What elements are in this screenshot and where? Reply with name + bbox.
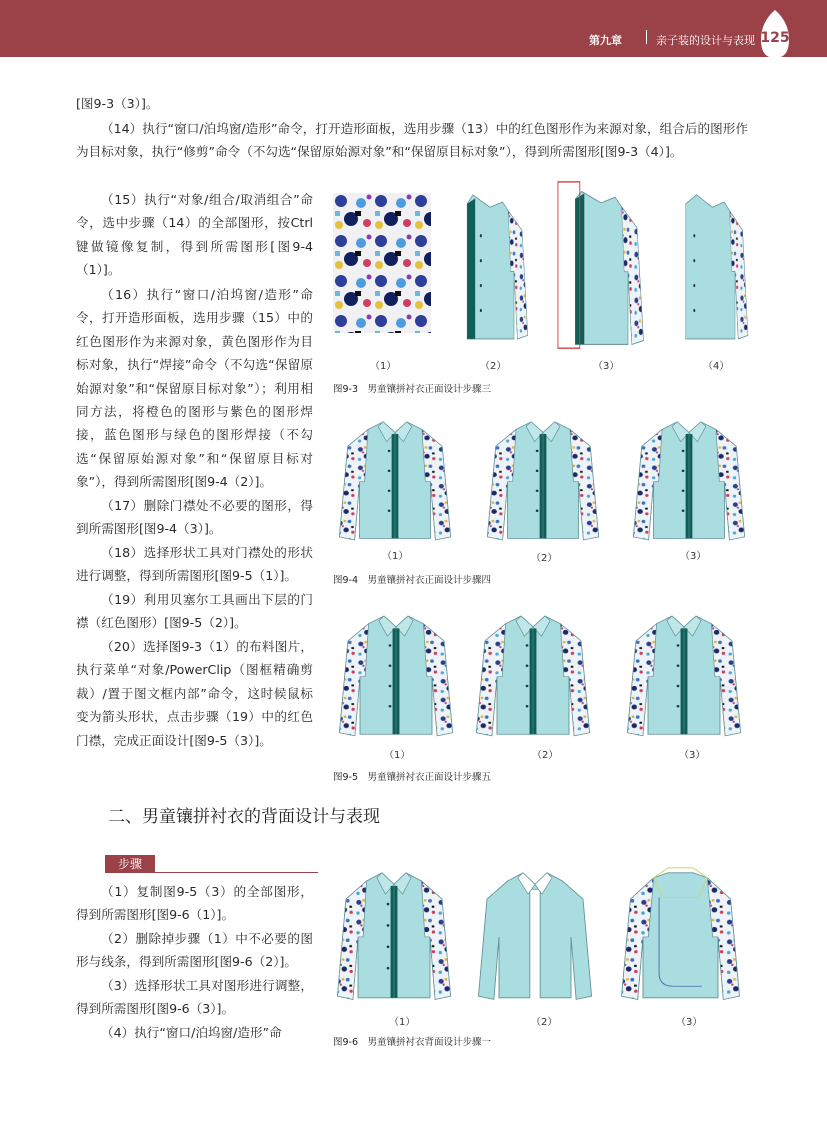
fig9-5-caption: 图9-5 男童镶拼衬衣正面设计步骤五 [333,772,492,783]
header-separator [646,30,647,44]
fig9-4-label-1: （1） [382,551,409,562]
paragraph-back-step-3: （3）选择形状工具对图形进行调整，得到所需图形[图9-6（3）]。 [76,978,313,1017]
fig9-3-label-1: （1） [370,361,397,372]
shirt-half-step-3 [556,180,646,352]
fig9-4-label-3: （3） [680,551,707,562]
fig9-5-label-2: （2） [532,750,559,761]
paragraph-step-15: （15）执行“对象/组合/取消组合”命令，选中步骤（14）的全部图形，按Ctrl键做镜像复制，得到所需图形[图9-4（1）]。 [76,192,313,278]
paragraph-step-16: （16）执行“窗口/泊坞窗/造形”命令，打开造形面板，选用步骤（15）中的红色图形作为来源对象，黄色图形作为目标对象，执行“焊接”命令（不勾选“保留原始源对象”和“保留原目标对象”）；利用相同方法，将橙色的图形与紫色的图形焊接，蓝色图形与绿色的图形焊接（不勾选“保留原始源对象”和“保留原目标对象”），得到所需图形[图9-4（2）]。 [76,287,313,490]
shirt-fig9-4-2 [484,408,602,546]
paragraph-back-step-2: （2）删除掉步骤（1）中不必要的图形与线条，得到所需图形[图9-6（2）]。 [76,931,313,970]
shirt-fig9-5-3 [624,602,744,742]
shirt-fig9-4-1 [336,408,454,546]
fig9-3-label-3: （3） [593,361,620,372]
shirt-half-step-4 [675,186,750,346]
fig9-4-label-2: （2） [531,553,558,564]
fig9-3-label-2: （2） [480,361,507,372]
fig9-6-caption: 图9-6 男童镶拼衬衣背面设计步骤一 [333,1037,492,1048]
header-title: 亲子装的设计与表现 [656,34,755,47]
fabric-print-image [333,193,431,333]
paragraph-back-step-4: （4）执行“窗口/泊坞窗/造形”命 [101,1025,282,1040]
paragraph-step-20: （20）选择图9-3（1）的布料图片，执行菜单“对象/PowerClip（图框精确剪裁）/置于图文框内部”命令，这时候鼠标变为箭头形状，点击步骤（19）中的红色门襟，完成正面设计[图9-5（3）]。 [76,639,313,748]
steps-label: 步骤 [105,855,155,873]
shirt-fig9-6-1 [334,858,454,1006]
paragraph-step-14: （14）执行“窗口/泊坞窗/造形”命令，打开造形面板，选用步骤（13）中的红色图形作为来源对象，组合后的图形作为目标对象，执行“修剪”命令（不勾选“保留原始源对象”和“保留原目标对象”），得到所需图形[图9-3（4）]。 [76,121,748,160]
shirt-fig9-4-3 [630,408,748,546]
fig9-3-caption: 图9-3 男童镶拼衬衣正面设计步骤三 [333,384,492,395]
fig9-6-label-1: （1） [389,1017,416,1028]
page-header [0,0,827,57]
fig9-3-label-4: （4） [703,361,730,372]
paragraph-step-17: （17）删除门襟处不必要的图形，得到所需图形[图9-4（3）]。 [76,498,313,537]
paragraph-continuation: [图9-3（3）]。 [76,96,159,111]
header-chapter: 第九章 [589,34,622,47]
shirt-fig9-5-1 [336,602,456,742]
fig9-5-label-1: （1） [384,750,411,761]
fig9-6-label-2: （2） [531,1017,558,1028]
fig9-5-label-3: （3） [679,750,706,761]
section-heading: 二、男童镶拼衬衣的背面设计与表现 [108,807,380,827]
page-number: 125 [760,30,790,46]
paragraph-back-step-1: （1）复制图9-5（3）的全部图形，得到所需图形[图9-6（1）]。 [76,884,313,923]
paragraph-step-19: （19）利用贝塞尔工具画出下层的门襟（红色图形）[图9-5（2）]。 [76,592,313,631]
shirt-fig9-5-2 [473,602,593,742]
shirt-fig9-6-3 [618,858,743,1006]
fig9-6-label-3: （3） [676,1017,703,1028]
fig9-4-caption: 图9-4 男童镶拼衬衣正面设计步骤四 [333,575,492,586]
paragraph-step-18: （18）选择形状工具对门襟处的形状进行调整，得到所需图形[图9-5（1）]。 [76,545,313,584]
steps-rule [155,872,318,873]
shirt-half-step-2 [450,186,530,346]
shirt-fig9-6-2 [475,858,595,1006]
